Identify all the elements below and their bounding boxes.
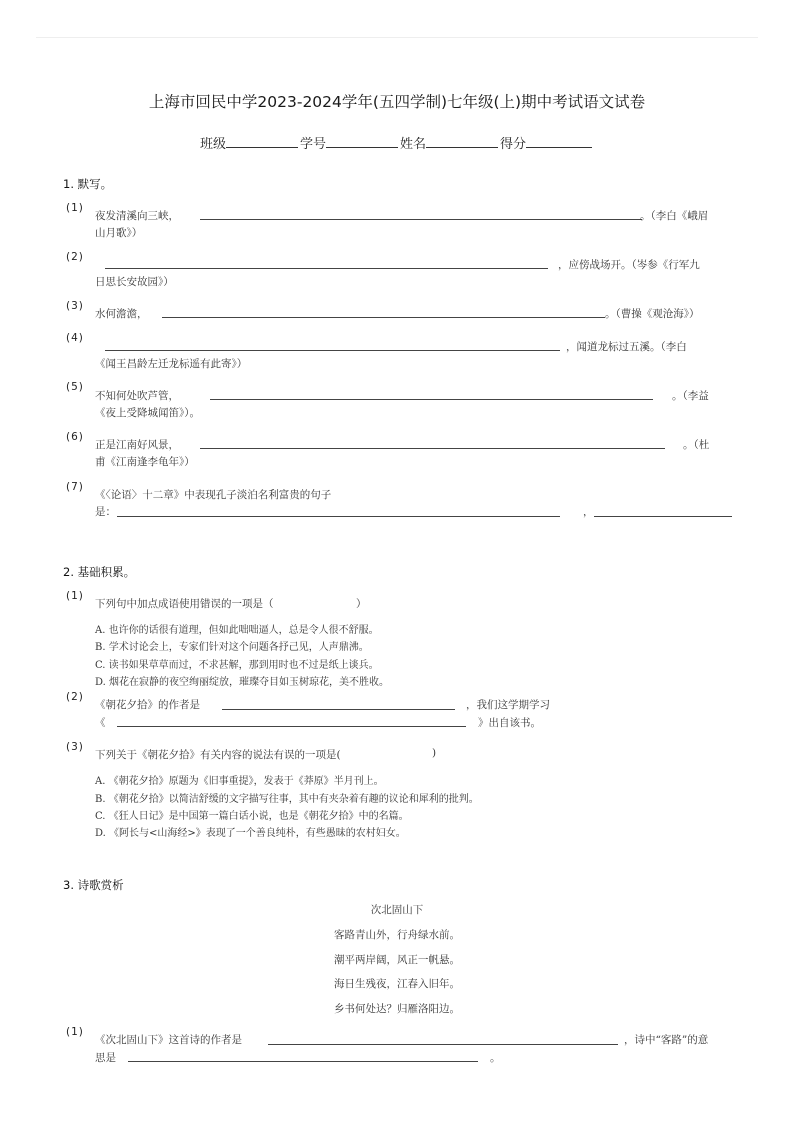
poem-line-2: 潮平两岸阔，风正一帆悬。 [334, 954, 460, 966]
q1-7-number: (7) [66, 481, 84, 493]
q1-7-answer-line-a[interactable] [117, 516, 560, 517]
q2-2-number: (2) [66, 691, 84, 703]
score-blank[interactable] [526, 135, 592, 148]
student-id-blank[interactable] [326, 135, 398, 148]
name-label: 姓名 [400, 137, 427, 152]
q2-1-number: (1) [66, 590, 84, 602]
poem-line-1: 客路青山外，行舟绿水前。 [334, 929, 460, 941]
section-2-heading: 2. 基础积累。 [63, 565, 136, 579]
q3-1-line2: 思是 [95, 1052, 116, 1064]
q1-7-prefix: 《〈论语〉十二章》中表现孔子淡泊名利富贵的句子 [95, 489, 332, 501]
q1-4-suffix: ，闻道龙标过五溪。（李白 [566, 341, 687, 353]
q1-1-answer-line[interactable] [200, 219, 642, 220]
q1-6-source: 甫《江南逢李龟年》） [95, 456, 195, 468]
q2-2-open: 《 [95, 717, 106, 729]
page-title: 上海市回民中学2023-2024学年(五四学制)七年级(上)期中考试语文试卷 [148, 93, 646, 111]
q3-1-meaning-line[interactable] [128, 1061, 478, 1062]
q2-2-prefix: 《朝花夕拾》的作者是 [95, 699, 200, 711]
q1-6-answer-line[interactable] [200, 448, 665, 449]
q1-7-comma: ， [583, 506, 594, 518]
q2-2-author-line[interactable] [222, 709, 455, 710]
section-1-heading: 1. 默写。 [63, 177, 113, 191]
q2-1-option-a[interactable]: A. 也许你的话很有道理，但如此咄咄逼人，总是令人很不舒服。 [95, 625, 379, 636]
q2-3-close: ) [432, 747, 437, 759]
q1-1-number: (1) [66, 202, 84, 214]
student-info-row [0, 133, 794, 152]
q2-2-end: 》出自该书。 [478, 717, 541, 729]
q3-1-end: 。 [490, 1052, 501, 1064]
poem-line-3: 海日生残夜，江春入旧年。 [334, 978, 460, 990]
q1-7-answer-line-b[interactable] [594, 516, 732, 517]
q1-5-prefix: 不知何处吹芦管， [95, 390, 179, 402]
q3-1-author-line[interactable] [268, 1044, 618, 1045]
q1-3-number: (3) [66, 300, 84, 312]
q1-6-suffix: 。（杜 [683, 439, 710, 451]
class-label: 班级 [199, 137, 226, 152]
class-blank[interactable] [226, 135, 298, 148]
q1-5-suffix: 。（李益 [672, 390, 709, 402]
q2-1-option-d[interactable]: D. 烟花在寂静的夜空绚丽绽放，璀璨夺目如玉树琼花，美不胜收。 [95, 677, 390, 688]
q2-3-option-d[interactable]: D. 《阿长与<山海经>》表现了一个善良纯朴，有些愚昧的农村妇女。 [95, 828, 406, 839]
q1-5-source: 《夜上受降城闻笛》）。 [95, 407, 200, 419]
poem-line-4: 乡书何处达？归雁洛阳边。 [334, 1003, 460, 1015]
q1-2-source: 日思长安故园》） [95, 276, 174, 288]
q1-7-line2: 是： [95, 506, 116, 518]
q2-2-title-line[interactable] [117, 726, 466, 727]
q3-1-mid: ，诗中“客路”的意 [624, 1034, 709, 1046]
q3-1-number: (1) [66, 1026, 84, 1038]
q1-4-answer-line[interactable] [105, 350, 560, 351]
q1-2-number: (2) [66, 251, 84, 263]
q1-5-answer-line[interactable] [210, 399, 653, 400]
q1-1-suffix: 。（李白《峨眉 [640, 210, 709, 222]
score-label: 得分 [500, 137, 527, 152]
q1-3-prefix: 水何澹澹， [95, 308, 148, 320]
section-3-heading: 3. 诗歌赏析 [63, 878, 124, 892]
q2-3-option-c[interactable]: C. 《狂人日记》是中国第一篇白话小说，也是《朝花夕拾》中的名篇。 [95, 811, 409, 822]
q1-6-number: (6) [66, 431, 84, 443]
poem-title: 次北固山下 [370, 904, 424, 916]
q1-1-prefix: 夜发清溪向三峡， [95, 210, 179, 222]
q3-1-prefix: 《次北固山下》这首诗的作者是 [95, 1034, 242, 1046]
q1-6-prefix: 正是江南好风景， [95, 439, 179, 451]
q1-3-suffix: 。（曹操《观沧海》） [605, 308, 700, 320]
q2-3-option-b[interactable]: B. 《朝花夕拾》以简洁舒缓的文字描写往事，其中有夹杂着有趣的议论和犀利的批判。 [95, 794, 479, 805]
q2-3-option-a[interactable]: A. 《朝花夕拾》原题为《旧事重提》，发表于《莽原》半月刊上。 [95, 776, 384, 787]
student-id-label: 学号 [299, 137, 326, 152]
q2-1-stem: 下列句中加点成语使用错误的一项是（ [95, 598, 274, 610]
q1-2-answer-line[interactable] [105, 268, 548, 269]
q1-2-suffix: ，应傍战场开。（岑参《行军九 [558, 259, 700, 271]
q2-2-mid: ，我们这学期学习 [466, 699, 550, 711]
q2-1-option-c[interactable]: C. 读书如果草草而过，不求甚解，那到用时也不过是纸上谈兵。 [95, 660, 379, 671]
q1-1-source: 山月歌》） [95, 227, 143, 239]
name-blank[interactable] [426, 135, 498, 148]
q1-4-source: 《闻王昌龄左迁龙标遥有此寄》） [95, 358, 248, 370]
q1-5-number: (5) [66, 381, 84, 393]
q2-1-option-b[interactable]: B. 学术讨论会上，专家们针对这个问题各抒己见，人声鼎沸。 [95, 642, 369, 653]
q1-3-answer-line[interactable] [162, 317, 605, 318]
q2-3-stem: 下列关于《朝花夕拾》有关内容的说法有误的一项是( [95, 749, 341, 761]
q2-3-number: (3) [66, 741, 84, 753]
q1-4-number: (4) [66, 332, 84, 344]
q2-1-close: ） [356, 598, 367, 610]
top-divider [36, 37, 758, 38]
